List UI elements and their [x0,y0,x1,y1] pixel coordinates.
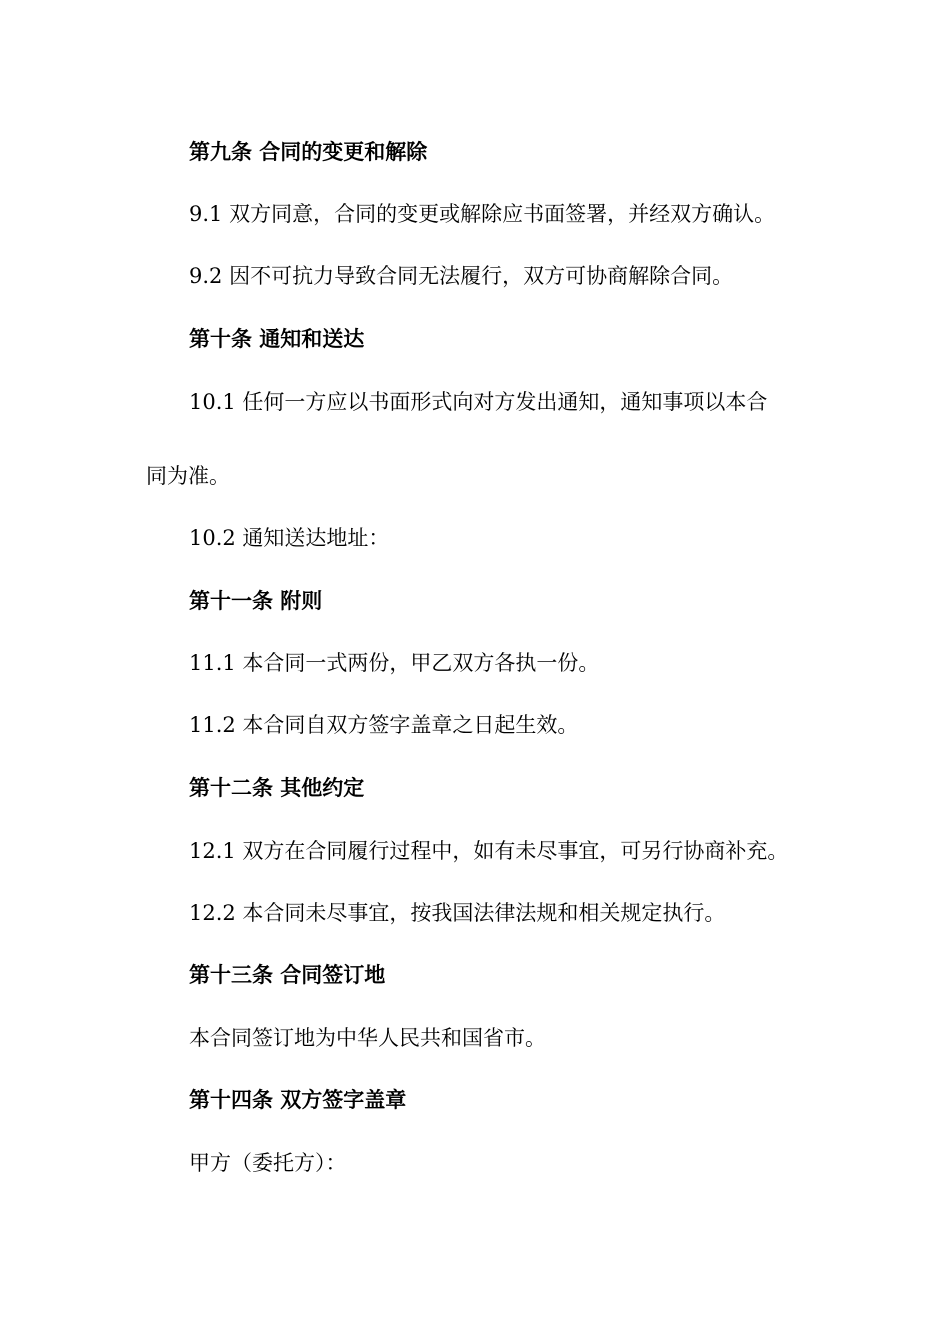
article-12-clause-1: 12.1 双方在合同履行过程中，如有未尽事宜，可另行协商补充。 [189,839,789,863]
article-11-clause-2: 11.2 本合同自双方签字盖章之日起生效。 [189,713,579,737]
party-a-signature-label: 甲方（委托方）： [189,1151,347,1175]
article-10-title: 第十条 通知和送达 [189,327,365,351]
article-9-clause-2: 9.2 因不可抗力导致合同无法履行，双方可协商解除合同。 [189,264,734,288]
article-10-clause-2: 10.2 通知送达地址： [189,526,390,550]
article-14-title: 第十四条 双方签字盖章 [189,1088,407,1112]
article-12-title: 第十二条 其他约定 [189,776,365,800]
article-9-clause-1: 9.1 双方同意，合同的变更或解除应书面签署，并经双方确认。 [189,202,776,226]
article-11-clause-1: 11.1 本合同一式两份，甲乙双方各执一份。 [189,651,600,675]
article-9-title: 第九条 合同的变更和解除 [189,140,428,164]
article-11-title: 第十一条 附则 [189,589,323,613]
article-12-clause-2: 12.2 本合同未尽事宜，按我国法律法规和相关规定执行。 [189,901,726,925]
article-10-clause-1-line-1: 10.1 任何一方应以书面形式向对方发出通知，通知事项以本合 [189,390,768,414]
article-13-text: 本合同签订地为中华人民共和国省市。 [189,1026,546,1050]
article-13-title: 第十三条 合同签订地 [189,963,386,987]
article-10-clause-1-line-2: 同为准。 [146,464,230,488]
